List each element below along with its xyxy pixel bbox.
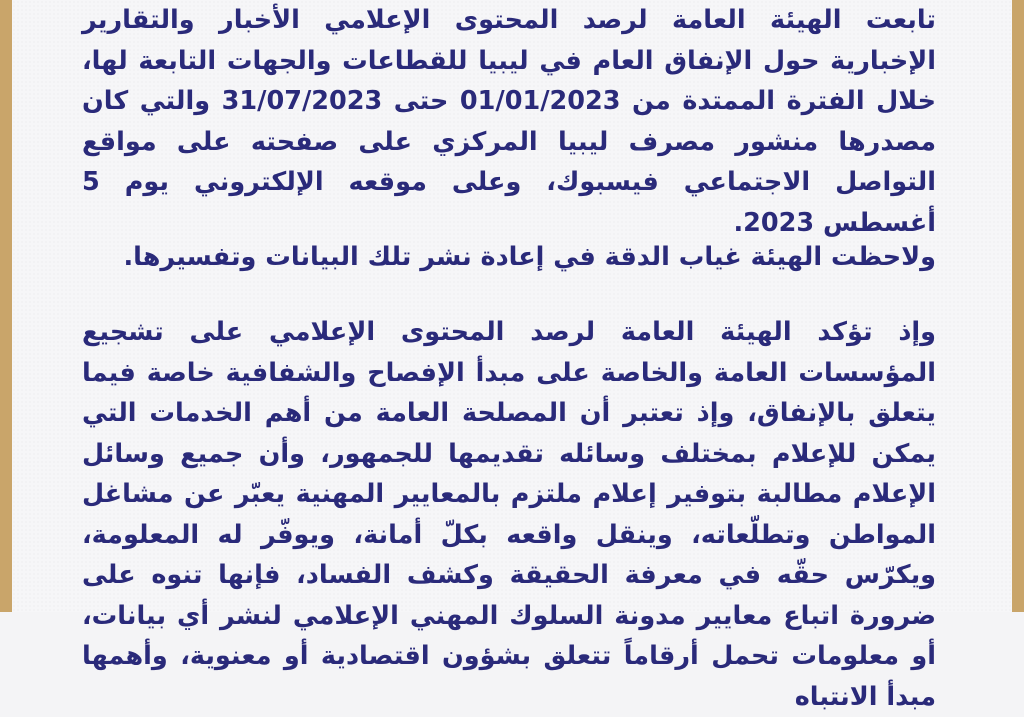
paragraph-recommendation: وإذ تؤكد الهيئة العامة لرصد المحتوى الإعلامي على تشجيع المؤسسات العامة والخاصة على مبدأ الإفصاح والشفافية خاصة فيما يتعلق بالإنفاق، وإذ تعتبر أن المصلحة العامة من أهم الخدمات التي يمكن للإعلام بمختلف وسائله تقديمها للجمهور، وأن جميع وسائل الإعلام مطالبة بتوفير إعلام ملتزم بالمعايير المهنية يعبّر عن مشاغل المواطن وتطلّعاته، وينقل واقعه بكلّ أمانة، ويوفّر له المعلومة، ويكرّس حقّه في معرفة الحقيقة وكشف الفساد، فإنها تنوه على ضرورة اتباع معايير مدونة السلوك المهني الإعلامي لنشر أي بيانات، أو معلومات تحمل أرقاماً تتعلق بشؤون اقتصادية أو معنوية، وأهمها مبدأ الانتباه [82, 317, 936, 712]
document-page [12, 0, 1012, 712]
right-gold-border [1012, 0, 1024, 612]
paragraph-monitoring-statement: تابعت الهيئة العامة لرصد المحتوى الإعلامي الأخبار والتقارير الإخبارية حول الإنفاق العام في ليبيا للقطاعات والجهات التابعة لها، خلال الفترة الممتدة من 01/01/2023 حتى 31/07/2023 والتي كان مصدرها منشور مصرف ليبيا المركزي على صفحته على مواقع التواصل الاجتماعي فيسبوك، وعلى موقعه الإلكتروني يوم 5 أغسطس 2023. [82, 5, 936, 238]
paragraph-observation: ولاحظت الهيئة غياب الدقة في إعادة نشر تلك البيانات وتفسيرها. [123, 242, 936, 272]
left-gold-border [0, 0, 12, 612]
